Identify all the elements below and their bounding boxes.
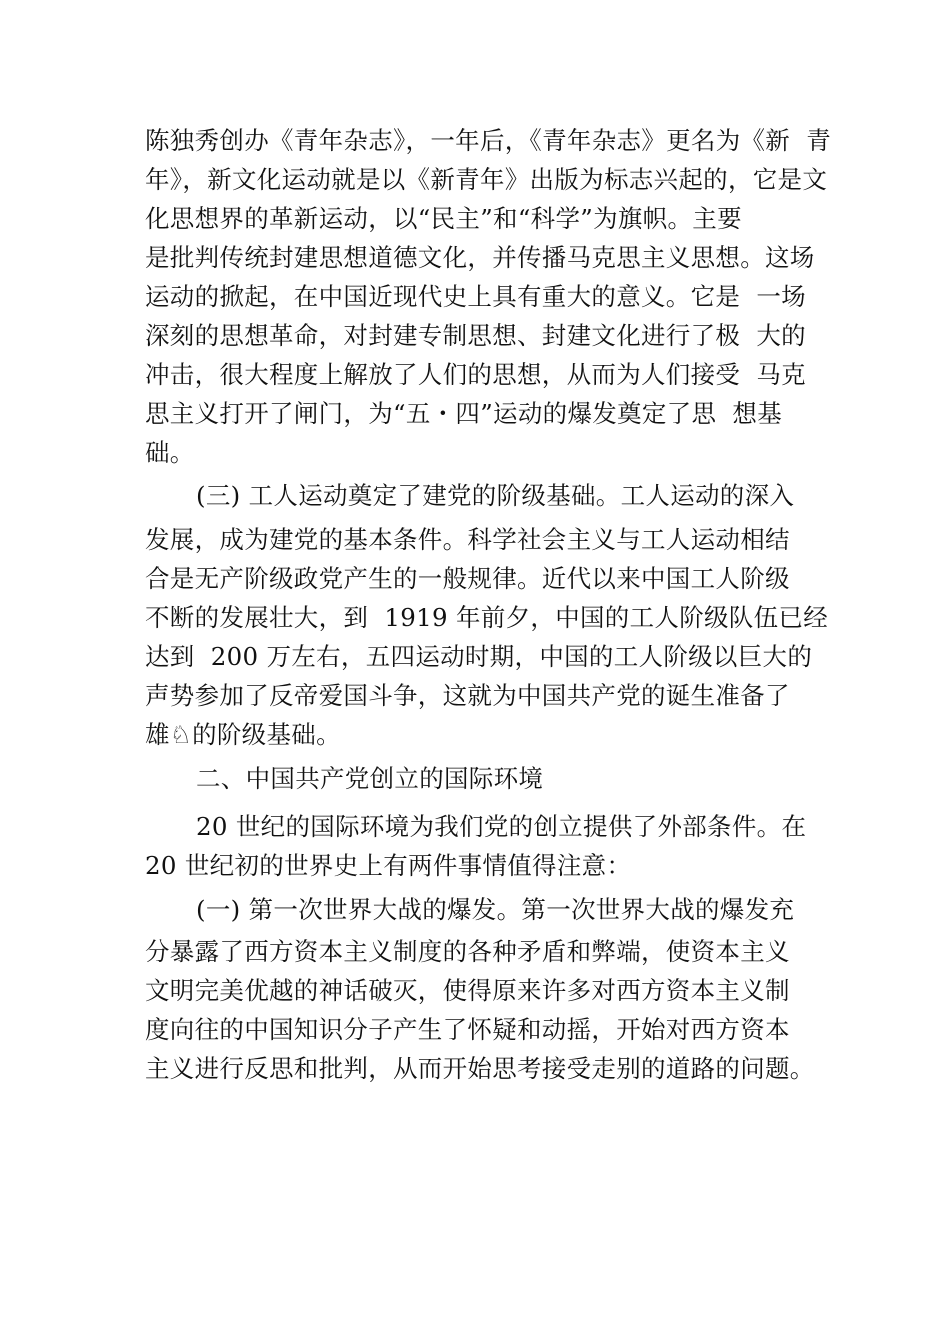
text-line: 化思想界的革新运动，以“民主”和“科学”为旗帜。主要 — [145, 204, 742, 233]
text-line: 文明完美优越的神话破灭，使得原来许多对西方资本主义制 — [145, 976, 790, 1005]
text-line: 达到 200 万左右，五四运动时期，中国的工人阶级以巨大的 — [145, 642, 813, 671]
text-line: 20 世纪初的世界史上有两件事情值得注意： — [145, 851, 632, 880]
section-heading: 二、中国共产党创立的国际环境 — [196, 764, 544, 793]
text-line: 深刻的思想革命，对封建专制思想、封建文化进行了极 大的 — [145, 321, 806, 350]
text-line: 运动的掀起，在中国近现代史上具有重大的意义。它是 一场 — [145, 282, 806, 311]
text-line: 年》，新文化运动就是以《新青年》出版为标志兴起的，它是文 — [145, 165, 828, 194]
text-line: 分暴露了西方资本主义制度的各种矛盾和弊端，使资本主义 — [145, 937, 790, 966]
text-line: 声势参加了反帝爱国斗争，这就为中国共产党的诞生准备了 — [145, 681, 790, 710]
text-line: 20 世纪的国际环境为我们党的创立提供了外部条件。在 — [196, 812, 807, 841]
text-line: 度向往的中国知识分子产生了怀疑和动摇，开始对西方资本 — [145, 1015, 790, 1044]
text-line: 发展，成为建党的基本条件。科学社会主义与工人运动相结 — [145, 525, 790, 554]
text-line: 础。 — [145, 438, 195, 467]
paragraph-heading-three: (三) 工人运动奠定了建党的阶级基础。工人运动的深入 — [196, 481, 795, 510]
text-line: 合是无产阶级政党产生的一般规律。近代以来中国工人阶级 — [145, 564, 790, 593]
paragraph-heading-one: (一) 第一次世界大战的爆发。第一次世界大战的爆发充 — [196, 895, 795, 924]
text-line: 是批判传统封建思想道德文化，并传播马克思主义思想。这场 — [145, 243, 815, 272]
text-line: 思主义打开了闸门，为“五・四”运动的爆发奠定了思 想基 — [145, 399, 783, 428]
text-line: 雄♘的阶级基础。 — [145, 720, 341, 749]
text-line: 陈独秀创办《青年杂志》，一年后，《青年杂志》更名为《新 青 — [145, 126, 832, 155]
text-line: 不断的发展壮大，到 1919 年前夕，中国的工人阶级队伍已经 — [145, 603, 829, 632]
text-line: 冲击，很大程度上解放了人们的思想，从而为人们接受 马克 — [145, 360, 806, 389]
text-line: 主义进行反思和批判，从而开始思考接受走别的道路的问题。 — [145, 1054, 815, 1083]
